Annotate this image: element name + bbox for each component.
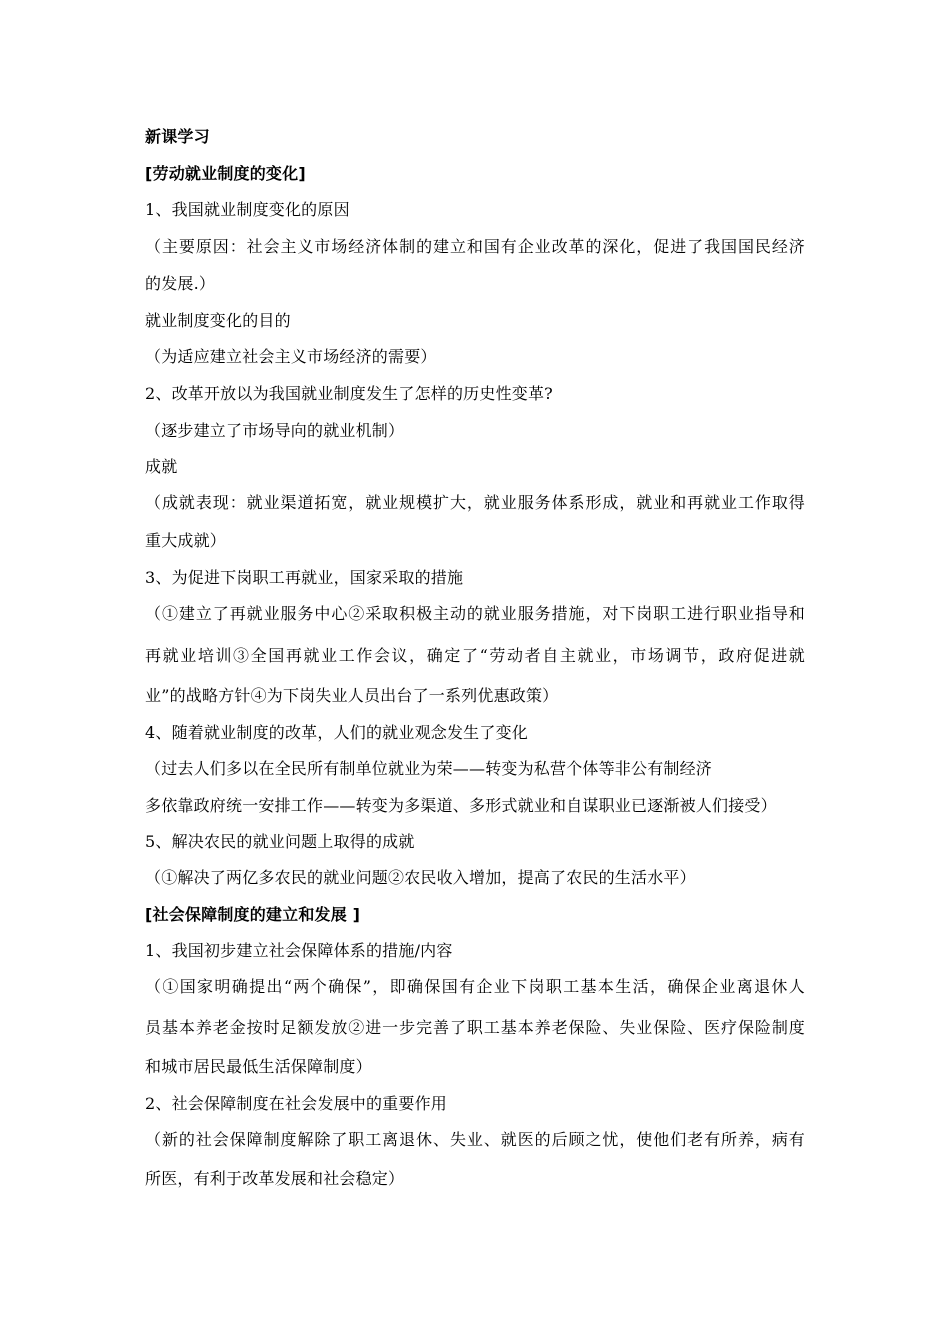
- answer-3-line-2: 再就业培训③全国再就业工作会议，确定了“劳动者自主就业，市场调节，政府促进就: [145, 646, 805, 665]
- answer-3-line-1: （①建立了再就业服务中心②采取积极主动的就业服务措施，对下岗职工进行职业指导和: [145, 604, 805, 623]
- question-4: 4、随着就业制度的改革，人们的就业观念发生了变化: [145, 723, 528, 742]
- answer-1b: （为适应建立社会主义市场经济的需要）: [145, 347, 437, 366]
- page-title: 新课学习: [145, 127, 210, 146]
- answer-2: （逐步建立了市场导向的就业机制）: [145, 421, 405, 440]
- ss-answer-2-line-2: 所医，有利于改革发展和社会稳定）: [145, 1169, 405, 1188]
- answer-3-line-3: 业”的战略方针④为下岗失业人员出台了一系列优惠政策）: [145, 686, 559, 705]
- answer-1-line-1: （主要原因：社会主义市场经济体制的建立和国有企业改革的深化，促进了我国国民经济: [145, 237, 805, 256]
- ss-answer-1-line-3: 和城市居民最低生活保障制度）: [145, 1057, 372, 1076]
- ss-answer-1-line-1: （①国家明确提出“两个确保”，即确保国有企业下岗职工基本生活，确保企业离退休人: [145, 977, 805, 996]
- ss-question-1: 1、我国初步建立社会保障体系的措施/内容: [145, 941, 453, 960]
- answer-4-line-1: （过去人们多以在全民所有制单位就业为荣——转变为私营个体等非公有制经济: [145, 759, 713, 778]
- ss-question-2: 2、社会保障制度在社会发展中的重要作用: [145, 1094, 447, 1113]
- ss-answer-1-line-2: 员基本养老金按时足额发放②进一步完善了职工基本养老保险、失业保险、医疗保险制度: [145, 1018, 805, 1037]
- question-2: 2、改革开放以为我国就业制度发生了怎样的历史性变革?: [145, 384, 553, 403]
- question-1b: 就业制度变化的目的: [145, 311, 291, 330]
- question-1: 1、我国就业制度变化的原因: [145, 200, 350, 219]
- question-2b: 成就: [145, 457, 178, 476]
- answer-2b-line-2: 重大成就）: [145, 531, 227, 550]
- answer-5: （①解决了两亿多农民的就业问题②农民收入增加，提高了农民的生活水平）: [145, 868, 696, 887]
- question-5: 5、解决农民的就业问题上取得的成就: [145, 832, 415, 851]
- section-heading-social-security: [社会保障制度的建立和发展 ]: [145, 905, 361, 924]
- answer-4-line-2: 多依靠政府统一安排工作——转变为多渠道、多形式就业和自谋职业已逐渐被人们接受）: [145, 796, 777, 815]
- section-heading-employment: [劳动就业制度的变化]: [145, 164, 306, 183]
- ss-answer-2-line-1: （新的社会保障制度解除了职工离退休、失业、就医的后顾之忧，使他们老有所养，病有: [145, 1130, 805, 1149]
- answer-2b-line-1: （成就表现：就业渠道拓宽，就业规模扩大，就业服务体系形成，就业和再就业工作取得: [145, 493, 805, 512]
- question-3: 3、为促进下岗职工再就业，国家采取的措施: [145, 568, 464, 587]
- answer-1-line-2: 的发展.）: [145, 274, 216, 293]
